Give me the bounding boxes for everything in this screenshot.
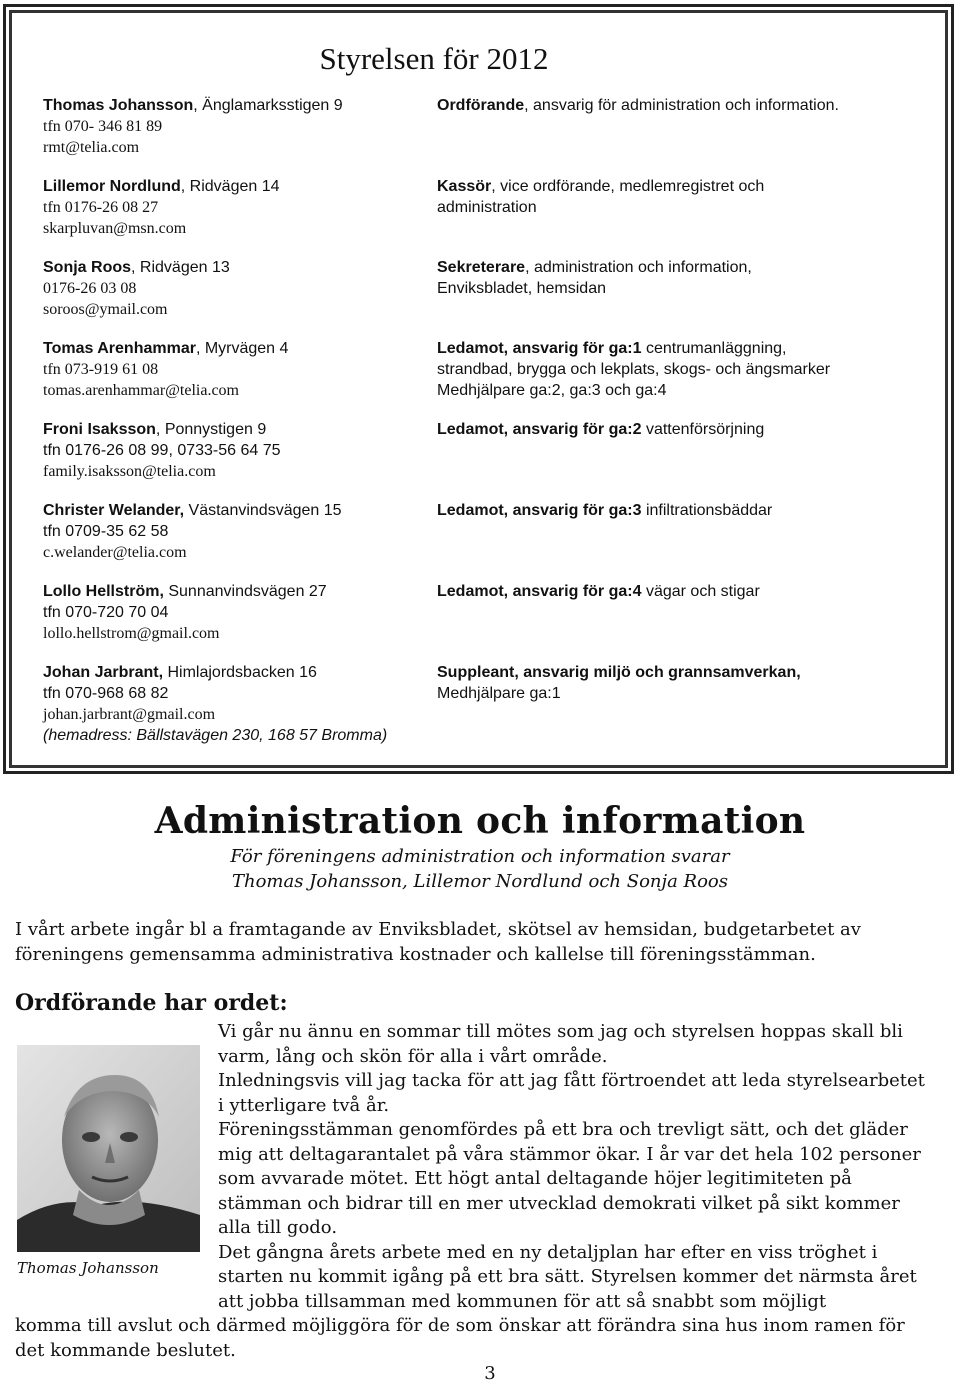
member-name: Johan Jarbrant, bbox=[43, 664, 164, 681]
letter-line: som avvarade mötet. Ett högt antal deltagande höjer legitimiteten på bbox=[218, 1168, 852, 1189]
member-phone: tfn 073-919 61 08 bbox=[43, 361, 159, 378]
role-description: vattenförsörjning bbox=[641, 421, 765, 438]
board-title: Styrelsen för 2012 bbox=[319, 41, 549, 76]
member-phone: tfn 070-720 70 04 bbox=[43, 604, 169, 621]
role-description: , administration och information, bbox=[525, 259, 752, 276]
member-email: rmt@telia.com bbox=[43, 139, 140, 156]
role-title: Ledamot, ansvarig för ga:3 bbox=[437, 502, 642, 519]
letter-line: att jobba tillsamman med kommunen för att så snabbt som möjligt bbox=[218, 1290, 827, 1312]
role-title: Ledamot, ansvarig för ga:4 bbox=[437, 583, 642, 600]
portrait-image bbox=[17, 1045, 200, 1252]
letter-line: Vi går nu ännu en sommar till mötes som jag och styrelsen hoppas skall bli bbox=[218, 1021, 903, 1042]
member-address: , Ridvägen 13 bbox=[131, 259, 230, 276]
letter-line: varm, lång och skön för alla i vårt område. bbox=[218, 1045, 608, 1067]
chair-letter bbox=[218, 1020, 925, 1314]
member-entry bbox=[43, 176, 280, 239]
member-entry bbox=[43, 338, 288, 401]
role-entry bbox=[437, 500, 772, 521]
letter-closing bbox=[15, 1314, 905, 1363]
member-note: (hemadress: Bällstavägen 230, 168 57 Bromma) bbox=[43, 727, 388, 744]
role-description-line: Enviksbladet, hemsidan bbox=[437, 280, 606, 297]
member-entry bbox=[43, 257, 230, 320]
member-phone: tfn 0709-35 62 58 bbox=[43, 523, 169, 540]
role-title: Kassör bbox=[437, 178, 492, 195]
role-entry bbox=[437, 581, 760, 602]
role-description-line: strandbad, brygga och lekplats, skogs- och ängsmarker bbox=[437, 361, 831, 378]
role-title: Sekreterare bbox=[437, 259, 526, 276]
role-entry bbox=[437, 419, 764, 440]
member-phone: tfn 0176-26 08 27 bbox=[43, 199, 159, 216]
member-phone: tfn 070- 346 81 89 bbox=[43, 118, 163, 135]
member-name: Sonja Roos bbox=[43, 259, 132, 276]
letter-line: Inledningsvis vill jag tacka för att jag fått förtroendet att leda styrelsearbetet bbox=[218, 1070, 925, 1091]
member-address: , Myrvägen 4 bbox=[195, 340, 289, 357]
member-name: Lillemor Nordlund bbox=[43, 178, 181, 195]
member-address: , Änglamarksstigen 9 bbox=[193, 97, 343, 114]
member-address: , Ridvägen 14 bbox=[180, 178, 280, 195]
member-email: c.welander@telia.com bbox=[43, 544, 187, 561]
role-description: infiltrationsbäddar bbox=[641, 502, 773, 519]
intro-line: I vårt arbete ingår bl a framtagande av Enviksbladet, skötsel av hemsidan, budgetarbetet av bbox=[15, 919, 861, 940]
member-email: tomas.arenhammar@telia.com bbox=[43, 382, 239, 399]
member-address: Västanvindsvägen 15 bbox=[184, 502, 342, 519]
role-description-line: administration bbox=[437, 199, 537, 216]
role-title: Ledamot, ansvarig för ga:1 bbox=[437, 340, 642, 357]
letter-line: alla till godo. bbox=[218, 1217, 338, 1238]
page-number: 3 bbox=[484, 1363, 496, 1384]
letter-line: det kommande beslutet. bbox=[15, 1339, 236, 1361]
letter-line: starten nu kommit igång på ett bra sätt. Styrelsen kommer det närmsta året bbox=[218, 1266, 917, 1287]
chair-photo bbox=[17, 1045, 200, 1252]
photo-caption: Thomas Johansson bbox=[17, 1259, 159, 1277]
member-name: Froni Isaksson bbox=[43, 421, 156, 438]
intro-line: föreningens gemensamma administrativa kostnader och kallelse till föreningsstämman. bbox=[15, 943, 816, 965]
article-title: Administration och information bbox=[154, 800, 806, 842]
member-entry bbox=[43, 419, 281, 482]
member-name: Tomas Arenhammar bbox=[43, 340, 196, 357]
letter-line: i ytterligare två år. bbox=[218, 1094, 390, 1116]
member-email: lollo.hellstrom@gmail.com bbox=[43, 625, 220, 642]
member-address: Himlajordsbacken 16 bbox=[163, 664, 317, 681]
member-name: Lollo Hellström, bbox=[43, 583, 164, 600]
role-description: , vice ordförande, medlemregistret och bbox=[491, 178, 765, 195]
role-title: Ordförande bbox=[437, 97, 525, 114]
member-entry bbox=[43, 95, 343, 158]
member-phone: tfn 0176-26 08 99, 0733-56 64 75 bbox=[43, 442, 281, 459]
member-address: , Ponnystigen 9 bbox=[155, 421, 267, 438]
member-address: Sunnanvindsvägen 27 bbox=[163, 583, 327, 600]
member-email: family.isaksson@telia.com bbox=[43, 463, 216, 480]
role-entry bbox=[437, 662, 801, 704]
member-phone: 0176-26 03 08 bbox=[43, 280, 137, 297]
intro-paragraph bbox=[15, 918, 861, 967]
letter-line: komma till avslut och därmed möjliggöra för de som önskar att förändra sina hus inom ramen för bbox=[15, 1315, 905, 1336]
letter-line: Det gångna årets arbete med en ny detaljplan har efter en viss tröghet i bbox=[218, 1241, 878, 1263]
role-description-line: Medhjälpare ga:2, ga:3 och ga:4 bbox=[437, 382, 667, 399]
member-name: Thomas Johansson bbox=[43, 97, 194, 114]
board-box bbox=[3, 4, 954, 774]
role-entry bbox=[437, 95, 839, 116]
role-description: vägar och stigar bbox=[641, 583, 760, 600]
role-description: centrumanläggning, bbox=[641, 340, 787, 357]
chair-heading: Ordförande har ordet: bbox=[15, 990, 288, 1016]
role-description-line: Medhjälpare ga:1 bbox=[437, 685, 561, 702]
member-phone: tfn 070-968 68 82 bbox=[43, 685, 169, 702]
member-email: soroos@ymail.com bbox=[43, 301, 168, 318]
member-email: skarpluvan@msn.com bbox=[43, 220, 187, 237]
letter-line: stämman och bidrar till en mer utvecklad demokrati vilket på sikt kommer bbox=[218, 1192, 900, 1214]
member-entry bbox=[43, 500, 342, 563]
member-entry bbox=[43, 581, 327, 644]
member-email: johan.jarbrant@gmail.com bbox=[43, 706, 216, 723]
role-entry bbox=[437, 176, 764, 218]
role-entry bbox=[437, 257, 752, 299]
member-name: Christer Welander, bbox=[43, 502, 185, 519]
article-subtitle-line: För föreningens administration och information svarar bbox=[230, 846, 730, 867]
role-entry bbox=[437, 338, 830, 401]
role-title: Suppleant, ansvarig miljö och grannsamverkan, bbox=[437, 664, 801, 681]
article-subtitle-line: Thomas Johansson, Lillemor Nordlund och Sonja Roos bbox=[231, 871, 728, 892]
member-entry bbox=[43, 662, 387, 746]
role-title: Ledamot, ansvarig för ga:2 bbox=[437, 421, 642, 438]
letter-line: mig att deltagarantalet på våra stämmor ökar. I år var det hela 102 personer bbox=[218, 1143, 921, 1165]
letter-line: Föreningsstämman genomfördes på ett bra och trevligt sätt, och det gläder bbox=[218, 1119, 908, 1140]
role-description: , ansvarig för administration och information. bbox=[524, 97, 839, 114]
